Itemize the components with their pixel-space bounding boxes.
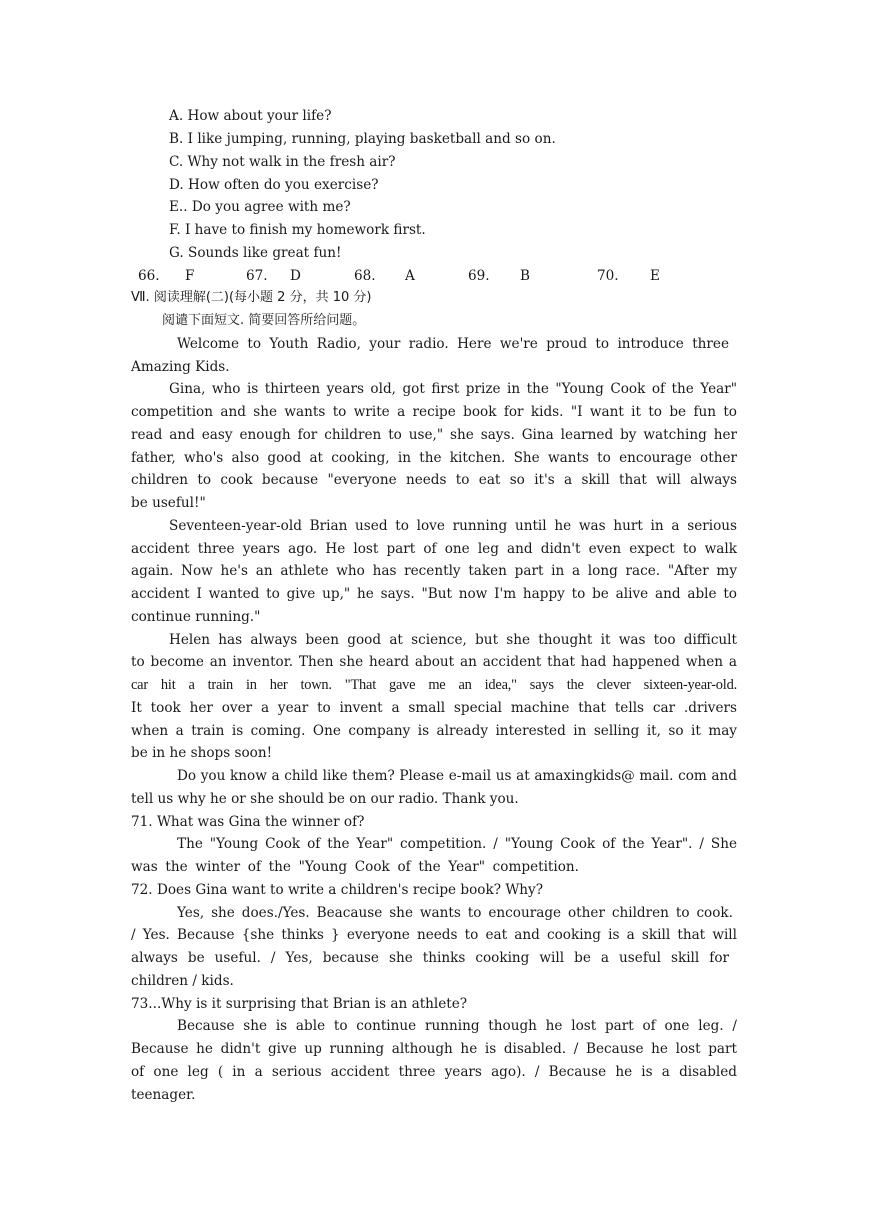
brian-line-2: accident three years ago. He lost part of one leg and didn't even expect to walk (131, 541, 737, 557)
answer-73-line-3: of one leg ( in a serious accident three years ago). / Because he is a disabled (131, 1064, 737, 1080)
question-71: 71. What was Gina the winner of? (131, 814, 365, 830)
brian-line-3: again. Now he's an athlete who has recently taken part in a long race. "After my (131, 563, 737, 579)
option-b: B. I like jumping, running, playing basketball and so on. (169, 131, 556, 147)
closing-line-2: tell us why he or she should be on our radio. Thank you. (131, 791, 519, 807)
answer-67-letter: D (290, 268, 301, 284)
answer-68-number: 68. (354, 268, 376, 284)
answer-72-line-1: Yes, she does./Yes. Beacause she wants to encourage other children to cook. (177, 905, 733, 921)
answer-72-line-3: always be useful. / Yes, because she thinks cooking will be a useful skill for (131, 950, 729, 966)
option-d: D. How often do you exercise? (169, 177, 379, 193)
answer-71-line-2: was the winter of the "Young Cook of the Year" competition. (131, 859, 579, 875)
helen-line-3: car hit a train in her town. "That gave me an idea," says the clever sixteen-year-old. (131, 677, 737, 693)
helen-line-6: be in he shops soon! (131, 745, 273, 761)
passage-intro-line-1: Welcome to Youth Radio, your radio. Here we're proud to introduce three (177, 336, 729, 352)
gina-line-1: Gina, who is thirteen years old, got first prize in the "Young Cook of the Year" (169, 381, 737, 397)
answer-69-letter: B (520, 268, 530, 284)
answer-72-line-4: children / kids. (131, 973, 234, 989)
answer-70-number: 70. (597, 268, 619, 284)
answer-66-number: 66. (138, 268, 160, 284)
closing-line-1: Do you know a child like them? Please e-mail us at amaxingkids@ mail. com and (177, 768, 737, 784)
brian-line-1: Seventeen-year-old Brian used to love running until he was hurt in a serious (169, 518, 737, 534)
section-title: Ⅶ. 阅读理解(二)(每小题 2 分，共 10 分) (131, 290, 372, 305)
gina-line-5: children to cook because "everyone needs to eat so it's a skill that will always (131, 472, 737, 488)
brian-line-5: continue running." (131, 609, 261, 625)
answer-72-line-2: / Yes. Because {she thinks } everyone needs to eat and cooking is a skill that will (131, 927, 737, 943)
question-72: 72. Does Gina want to write a children's recipe book? Why? (131, 882, 544, 898)
gina-line-4: father, who's also good at cooking, in the kitchen. She wants to encourage other (131, 450, 737, 466)
answer-73-line-4: teenager. (131, 1087, 196, 1103)
option-c: C. Why not walk in the fresh air? (169, 154, 396, 170)
gina-line-6: be useful!" (131, 495, 206, 511)
answer-68-letter: A (405, 268, 415, 284)
question-73: 73...Why is it surprising that Brian is an athlete? (131, 996, 468, 1012)
brian-line-4: accident I wanted to give up," he says. "But now I'm happy to be alive and able to (131, 586, 737, 602)
passage-intro-line-2: Amazing Kids. (131, 359, 230, 375)
answer-70-letter: E (650, 268, 660, 284)
answer-67-number: 67. (246, 268, 268, 284)
helen-line-4: It took her over a year to invent a small special machine that tells car .drivers (131, 700, 737, 716)
answer-69-number: 69. (468, 268, 490, 284)
answer-73-line-1: Because she is able to continue running though he lost part of one leg. / (177, 1018, 737, 1034)
answer-66-letter: F (185, 268, 195, 284)
instruction: 阅谴下面短文. 简要回答所给问题。 (162, 313, 366, 328)
helen-line-1: Helen has always been good at science, but she thought it was too difficult (169, 632, 737, 648)
option-g: G. Sounds like great fun! (169, 245, 342, 261)
helen-line-5: when a train is coming. One company is already interested in selling it, so it may (131, 723, 737, 739)
helen-line-2: to become an inventor. Then she heard about an accident that had happened when a (131, 654, 737, 670)
option-a: A. How about your life? (169, 108, 332, 124)
answer-73-line-2: Because he didn't give up running although he is disabled. / Because he lost part (131, 1041, 737, 1057)
option-f: F. I have to finish my homework first. (169, 222, 426, 238)
gina-line-3: read and easy enough for children to use," she says. Gina learned by watching her (131, 427, 737, 443)
gina-line-2: competition and she wants to write a recipe book for kids. "I want it to be fun to (131, 404, 737, 420)
option-e: E.. Do you agree with me? (169, 199, 351, 215)
answer-71-line-1: The "Young Cook of the Year" competition. / "Young Cook of the Year". / She (177, 836, 737, 852)
